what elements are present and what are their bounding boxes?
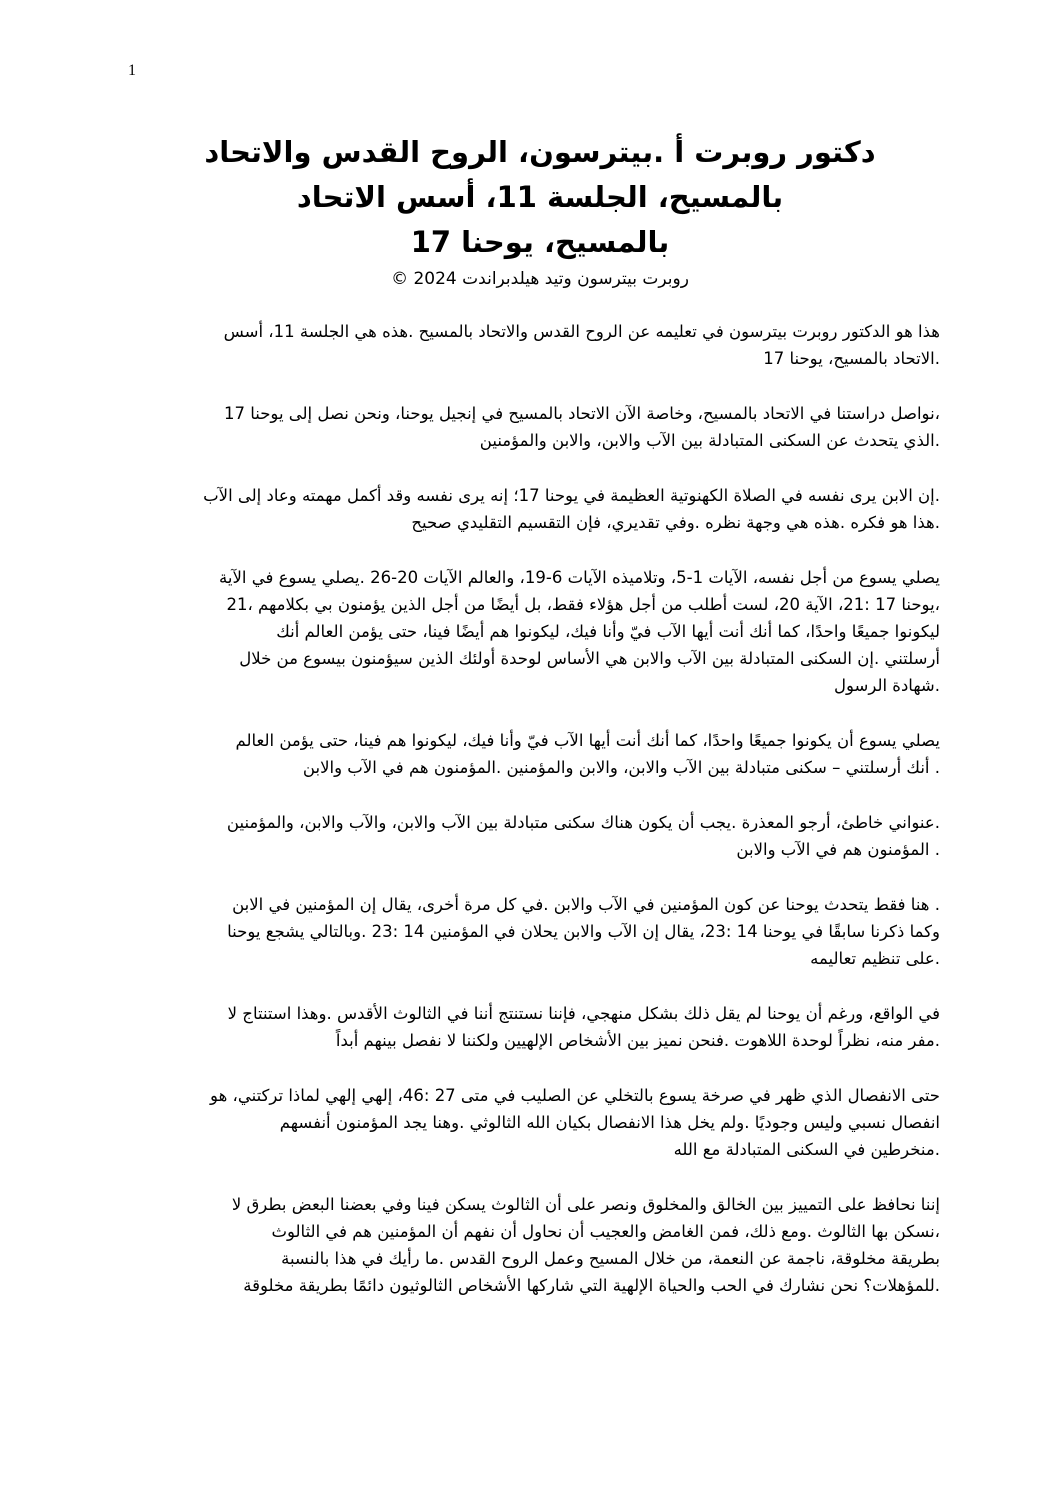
text-line: هذا هو الدكتور روبرت بيترسون في تعليمه عن الروح القدس والاتحاد بالمسيح .هذه هي الجلسة 11، أسس xyxy=(223,322,940,341)
text-line: بطريقة مخلوقة، ناجمة عن النعمة، من خلال المسيح وعمل الروح القدس .ما رأيك في هذا بالنسبة xyxy=(281,1249,940,1268)
text-line: .الذي يتحدث عن السكنى المتبادلة بين الآب والابن، والابن والمؤمنين xyxy=(479,431,940,450)
text-line: ،نسكن بها الثالوث .ومع ذلك، فمن الغامض والعجيب أن نحاول أن نفهم أن المؤمنين هم في الثالوث xyxy=(271,1222,940,1241)
text-line: . المؤمنون هم في الآب والابن xyxy=(736,840,940,859)
document-body xyxy=(130,318,940,1327)
paragraph xyxy=(130,727,940,781)
copyright-line: روبرت بيترسون وتيد هيلدبراندت 2024 © xyxy=(391,269,689,289)
text-line: .على تنظيم تعاليمه xyxy=(810,949,940,968)
text-line: انفصال نسبي وليس وجوديًا .ولم يخل هذا الانفصال بكيان الله الثالوثي .وهنا يجد المؤمنون أنفسهم xyxy=(279,1113,940,1132)
text-line: أرسلتني .إن السكنى المتبادلة بين الآب والابن هي الأساس لوحدة أولئك الذين سيؤمنون بيسوع من خلال xyxy=(239,649,940,668)
paragraph xyxy=(130,1082,940,1163)
paragraph xyxy=(130,1191,940,1299)
paragraph xyxy=(130,400,940,454)
paragraph xyxy=(130,891,940,972)
paragraph xyxy=(130,564,940,699)
text-line: إننا نحافظ على التمييز بين الخالق والمخلوق ونصر على أن الثالوث يسكن فينا وفي بعضنا البعض بطرق لا xyxy=(231,1195,940,1214)
text-line: .منخرطين في السكنى المتبادلة مع الله xyxy=(673,1140,940,1159)
text-line: .عنواني خاطئ، أرجو المعذرة .يجب أن يكون هناك سكنى متبادلة بين الآب والابن، والآب والابن، والمؤمنين xyxy=(226,813,940,832)
text-line: ،نواصل دراستنا في الاتحاد بالمسيح، وخاصة الآن الاتحاد بالمسيح في إنجيل يوحنا، ونحن نصل إلى يوحنا 17 xyxy=(223,404,940,423)
paragraph xyxy=(130,318,940,372)
text-line: ،يوحنا 17 :21، الآية 20، لست أطلب من أجل هؤلاء فقط، بل أيضًا من أجل الذين يؤمنون بي بكلامهم ،21 xyxy=(226,595,940,614)
paragraph xyxy=(130,482,940,536)
text-line: .إن الابن يرى نفسه في الصلاة الكهنوتية العظيمة في يوحنا 17؛ إنه يرى نفسه وقد أكمل مهمته وعاد إلى الآب xyxy=(203,486,940,505)
text-line: .للمؤهلات؟ نحن نشارك في الحب والحياة الإلهية التي شاركها الأشخاص الثالوثيون دائمًا بطريقة مخلوقة xyxy=(243,1276,940,1295)
title-line: دكتور روبرت أ .بيترسون، الروح القدس والاتحاد xyxy=(204,135,876,169)
text-line: . أنك أرسلتني – سكنى متبادلة بين الآب والابن، والابن والمؤمنين .المؤمنون هم في الآب والابن xyxy=(302,758,940,777)
text-line: حتى الانفصال الذي ظهر في صرخة يسوع بالتخلي عن الصليب في متى 27 :46، إلهي إلهي لماذا تركتني، هو xyxy=(210,1086,940,1105)
text-line: .شهادة الرسول xyxy=(834,676,940,695)
text-line: .هذا هو فكره .هذه هي وجهة نظره .وفي تقديري، فإن التقسيم التقليدي صحيح xyxy=(411,513,940,532)
paragraph xyxy=(130,1000,940,1054)
title-line: بالمسيح، يوحنا 17 xyxy=(410,225,670,259)
title-block xyxy=(140,130,940,293)
text-line: يصلي يسوع أن يكونوا جميعًا واحدًا، كما أنك أنت أيها الآب فيّ وأنا فيك، ليكونوا هم فينا، حتى يؤمن العالم xyxy=(235,731,940,750)
text-line: . هنا فقط يتحدث يوحنا عن كون المؤمنين في الآب والابن .في كل مرة أخرى، يقال إن المؤمنين في الابن xyxy=(232,895,940,914)
paragraph xyxy=(130,809,940,863)
text-line: .مفر منه، نظراً لوحدة اللاهوت .فنحن نميز بين الأشخاص الإلهيين ولكننا لا نفصل بينهم أبداً xyxy=(335,1031,940,1050)
page-number: 1 xyxy=(128,62,136,79)
text-line: ليكونوا جميعًا واحدًا، كما أنك أنت أيها الآب فيّ وأنا فيك، ليكونوا هم أيضًا فينا، حتى يؤمن العالم أنك xyxy=(276,622,940,641)
text-line: يصلي يسوع من أجل نفسه، الآيات 1-5، وتلاميذه الآيات 6-19، والعالم الآيات 20-26 .يصلي يسوع في الآية xyxy=(219,568,940,587)
text-line: في الواقع، ورغم أن يوحنا لم يقل ذلك بشكل منهجي، فإننا نستنتج أننا في الثالوث الأقدس .وهذا استنتاج لا xyxy=(227,1004,940,1023)
text-line: .الاتحاد بالمسيح، يوحنا 17 xyxy=(763,349,940,368)
title-line: بالمسيح، الجلسة 11، أسس الاتحاد xyxy=(296,180,784,214)
text-line: وكما ذكرنا سابقًا في يوحنا 14 :23، يقال إن الآب والابن يحلان في المؤمنين 14 :23 .وبالتالي يشجع يوحنا xyxy=(227,922,940,941)
